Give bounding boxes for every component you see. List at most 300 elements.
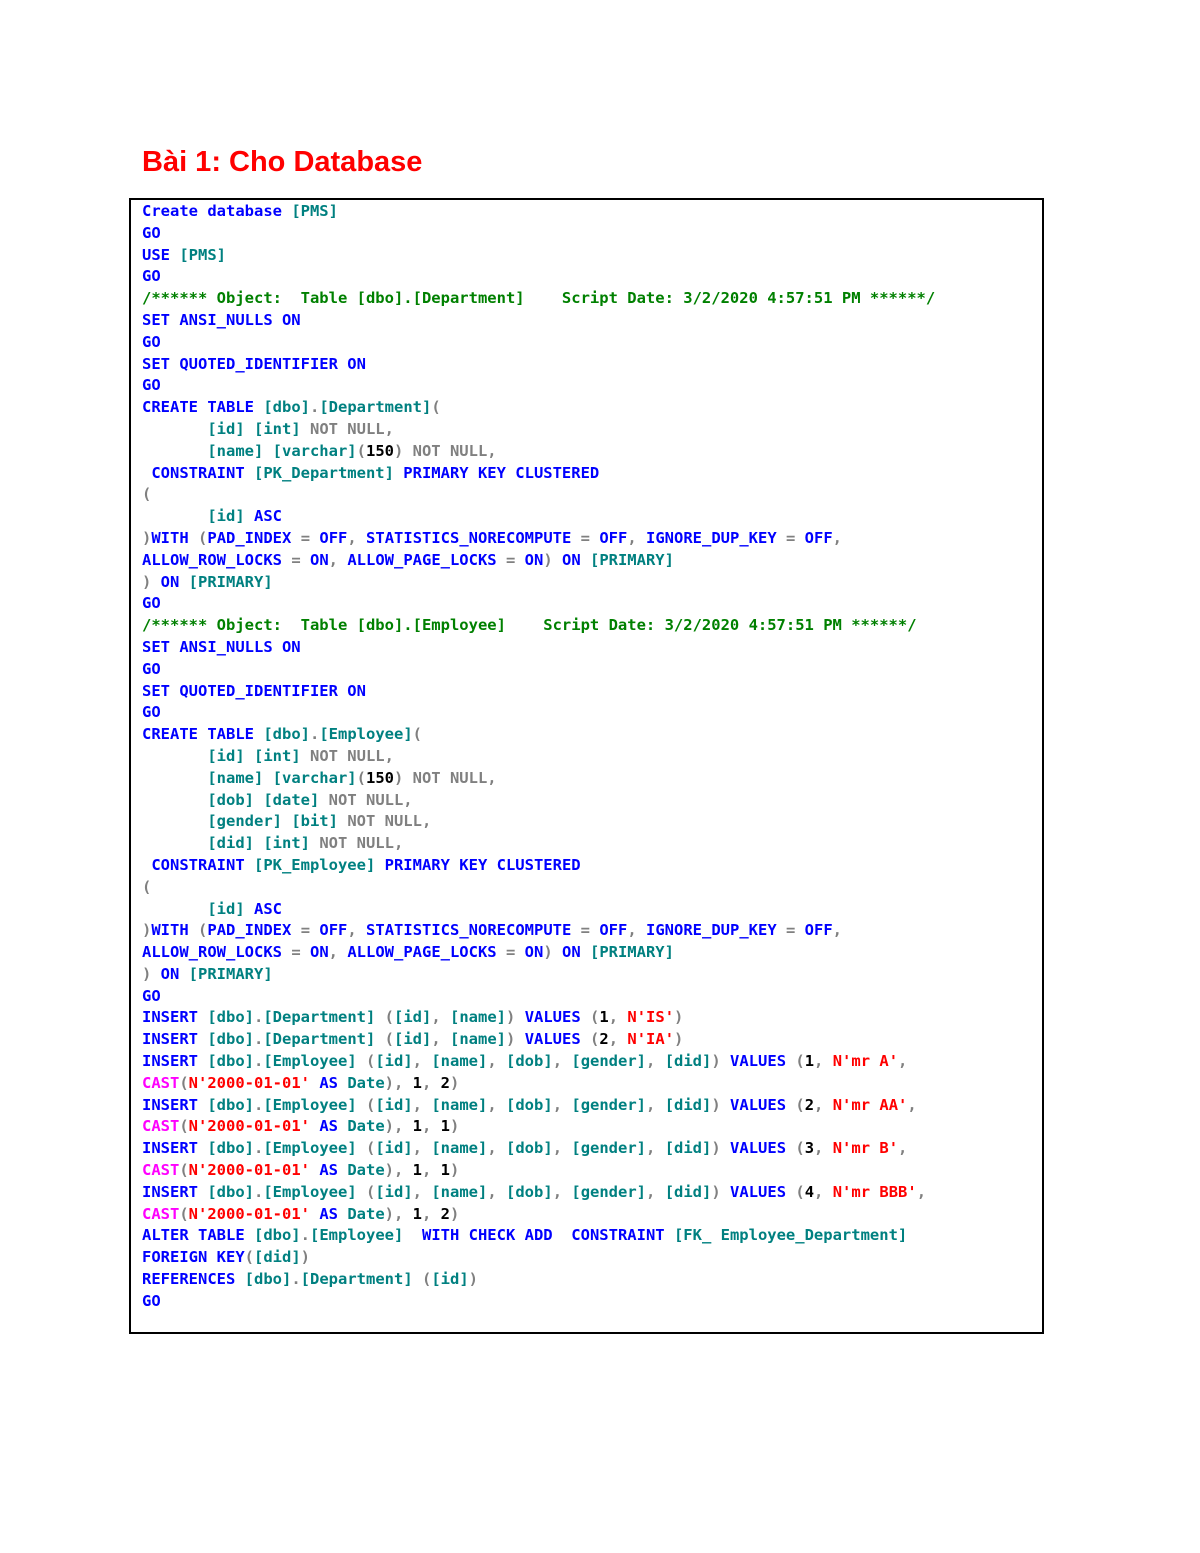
code-line [142,266,1038,288]
code-token: INSERT [142,1008,208,1027]
code-token: 4 [804,1182,815,1201]
code-token: ( [356,441,366,460]
code-token: VALUES [730,1095,796,1114]
code-token: NOT NULL, [309,746,394,765]
code-token: [Department] [263,1008,385,1027]
code-token: INSERT [142,1052,208,1071]
code-token: [gender] [bit] [207,812,348,831]
code-token: ( [244,1248,254,1267]
code-token: [dob] [506,1095,553,1114]
code-line [142,572,1038,594]
code-token: CAST [142,1161,180,1180]
code-token: IGNORE_DUP_KEY [646,921,786,940]
code-token: STATISTICS_NORECOMPUTE [366,921,581,940]
code-line [142,920,1038,942]
code-token: [dob] [date] [207,790,329,809]
code-token: ON [524,550,544,569]
code-token: GO [142,267,161,286]
code-token: . [254,1052,264,1071]
code-token: ) [450,1073,460,1092]
code-token: REFERENCES [142,1270,245,1289]
code-token: , [422,1161,441,1180]
code-token: ) [711,1139,731,1158]
code-token: ( [590,1030,600,1049]
code-token: [PK_Department] [253,463,404,482]
code-token: . [254,1008,264,1027]
code-token: OFF [319,921,348,940]
code-line [142,1138,1038,1160]
code-token: [id] [375,1052,413,1071]
code-token: , [487,1052,507,1071]
code-token: N'mr B' [832,1139,899,1158]
code-token: = [786,921,805,940]
code-token: [dbo] [207,1030,254,1049]
code-token: [dbo] [207,1052,254,1071]
code-token: OFF [599,528,628,547]
code-token: [id] [431,1270,469,1289]
code-token: , [412,1182,432,1201]
code-token: ) [300,1248,311,1267]
code-token: ( [590,1008,600,1027]
code-line [142,942,1038,964]
code-token: 2 [440,1073,451,1092]
code-token: NOT NULL, [319,834,404,853]
code-token: = [300,921,320,940]
code-token: ) [674,1008,684,1027]
code-token: , [487,1182,507,1201]
code-token: 1 [804,1052,815,1071]
code-token: [gender] [571,1182,647,1201]
code-token: [did] [254,1248,301,1267]
code-token: AS [319,1073,348,1092]
code-token: ) NOT NULL, [393,768,497,787]
code-token: [id] [207,899,254,918]
code-token: = [580,921,600,940]
code-token: ) [674,1030,684,1049]
code-token: [name] [431,1139,488,1158]
code-token: N'IA' [627,1030,675,1049]
code-line [142,768,1038,790]
code-token: [name] [450,1030,507,1049]
code-token: , [646,1095,665,1114]
code-token: ) [142,921,152,940]
code-token: N'2000-01-01' [188,1117,320,1136]
code-token: ) [711,1052,731,1071]
code-token: ( [142,877,152,896]
code-token: OFF [804,921,833,940]
code-line [142,1269,1038,1291]
code-token: 1 [412,1161,422,1180]
code-token: , [646,1052,665,1071]
code-token: = [300,528,320,547]
code-token: CONSTRAINT [142,855,254,874]
code-token: [PRIMARY] [589,943,674,962]
code-token: AS [319,1117,348,1136]
code-token: [id] [375,1139,413,1158]
code-token: N'IS' [627,1008,675,1027]
code-token: , [814,1095,833,1114]
code-token: [Department] [319,398,432,417]
code-token: 1 [412,1073,422,1092]
code-token: GO [142,223,161,242]
code-line [142,1051,1038,1073]
code-token: ), [384,1073,413,1092]
code-token: ALLOW_ROW_LOCKS [142,550,292,569]
code-line [142,550,1038,572]
code-line [142,964,1038,986]
code-token: , [552,1139,572,1158]
code-token: ( [366,1182,376,1201]
code-token: N'2000-01-01' [188,1073,320,1092]
code-line [142,354,1038,376]
code-token: CAST [142,1117,180,1136]
code-token: ) [142,964,161,983]
code-token: = [786,528,805,547]
code-token: 1 [599,1008,609,1027]
code-token: ( [179,1117,189,1136]
code-token: [name] [450,1008,507,1027]
code-token: WITH CHECK ADD CONSTRAINT [421,1226,674,1245]
code-token: Date [347,1073,385,1092]
code-token: NOT NULL, [328,790,413,809]
code-token: , [608,1030,628,1049]
code-line [142,245,1038,267]
code-token: ) [543,550,562,569]
code-token: 3 [804,1139,815,1158]
code-token: VALUES [524,1030,591,1049]
code-token [142,507,207,525]
code-token: = [291,943,310,962]
code-token: PRIMARY KEY CLUSTERED [384,855,581,874]
code-line [142,441,1038,463]
code-token: 2 [440,1204,451,1223]
code-line [142,463,1038,485]
code-token: , [898,1052,908,1071]
code-token: [PK_Employee] [253,855,385,874]
code-token: ALTER TABLE [142,1226,254,1245]
code-token: INSERT [142,1095,208,1114]
code-token: [dbo] [263,725,310,744]
code-token: [did] [664,1052,712,1071]
code-token: [Employee] [263,1182,366,1201]
code-token: [did] [664,1182,712,1201]
code-token: N'2000-01-01' [188,1161,320,1180]
code-token: , [608,1008,628,1027]
code-token: [id] [375,1095,413,1114]
code-token: ), [384,1161,413,1180]
code-token: SET QUOTED_IDENTIFIER ON [142,354,366,373]
code-token: CAST [142,1073,180,1092]
code-line [142,1225,1038,1247]
code-token: ( [795,1139,805,1158]
code-token: ) [450,1117,460,1136]
code-token: ) [142,528,152,547]
code-line [142,223,1038,245]
code-token: [dbo] [207,1139,254,1158]
code-token: [did] [int] [207,834,320,853]
sql-code-block [142,201,1038,1313]
code-token: PAD_INDEX [207,921,301,940]
code-token: GO [142,332,161,351]
code-line [142,877,1038,899]
code-token: [did] [664,1139,712,1158]
code-token: [id] [394,1008,432,1027]
code-token: GO [142,986,161,1005]
code-token: [PRIMARY] [188,964,273,983]
code-token: [id] [375,1182,413,1201]
code-token: , [552,1095,572,1114]
code-token: [gender] [571,1095,647,1114]
code-token: GO [142,1291,161,1310]
code-token: VALUES [524,1008,591,1027]
code-token: . [310,398,320,417]
code-token: ( [422,1270,432,1289]
code-token: [PRIMARY] [589,550,674,569]
code-token: 2 [804,1095,815,1114]
code-token: ) [450,1204,460,1223]
code-token [142,420,207,438]
code-token: = [505,550,525,569]
code-token: GO [142,376,161,395]
code-token: SET ANSI_NULLS ON [142,637,301,656]
code-token: [did] [664,1095,712,1114]
code-token: [FK_ Employee_Department] [673,1226,908,1245]
code-token: [name] [431,1052,488,1071]
code-token: ( [179,1073,189,1092]
code-token [142,791,207,809]
code-token: ALLOW_PAGE_LOCKS [347,550,506,569]
code-token: [Department] [263,1030,385,1049]
code-token: = [580,528,600,547]
code-token: [gender] [571,1052,647,1071]
code-token [142,812,207,830]
code-token: , [328,550,348,569]
code-line [142,833,1038,855]
code-token: . [254,1182,264,1201]
code-token: WITH [151,921,199,940]
code-token: 150 [365,441,394,460]
code-token: , [814,1182,833,1201]
code-token: INSERT [142,1182,208,1201]
code-token: ( [198,528,208,547]
code-token [142,900,207,918]
code-line [142,659,1038,681]
code-token: ( [384,1030,395,1049]
code-token: INSERT [142,1139,208,1158]
code-token: AS [319,1161,348,1180]
code-token: , [431,1030,451,1049]
code-token: ( [142,485,152,504]
code-token [142,747,207,765]
code-token: [PMS] [291,202,338,220]
code-token: 1 [440,1161,451,1180]
code-line [142,899,1038,921]
code-token: [Department] [300,1270,422,1289]
code-token: = [291,550,310,569]
code-token: . [254,1095,264,1114]
code-line [142,1073,1038,1095]
code-token: , [646,1139,665,1158]
code-token: CREATE TABLE [142,725,264,744]
code-token: ( [431,398,441,417]
code-token: ( [179,1161,189,1180]
code-token: ( [384,1008,395,1027]
code-token: ) [711,1095,731,1114]
code-token: ( [179,1204,189,1223]
code-token: ) [506,1008,525,1027]
code-token: ) NOT NULL, [393,441,497,460]
code-token: [id] [int] [207,419,310,438]
code-line [142,201,1038,223]
code-token: Date [347,1117,385,1136]
code-token: , [832,921,843,940]
code-line [142,593,1038,615]
code-line [142,484,1038,506]
code-token: [name] [431,1182,488,1201]
code-token: 150 [365,768,394,787]
code-line [142,1007,1038,1029]
code-token: . [254,1030,264,1049]
code-token: ( [795,1182,805,1201]
code-token: , [422,1204,441,1223]
page-title: Bài 1: Cho Database [142,146,423,178]
code-token: 2 [599,1030,609,1049]
code-token: , [487,1095,507,1114]
code-token: [id] [int] [207,746,310,765]
code-token: Create database [142,202,292,220]
code-token: [Employee] [310,1226,422,1245]
code-line [142,419,1038,441]
code-token: ( [198,921,208,940]
code-token: ), [384,1117,413,1136]
code-token [142,834,207,852]
code-token: ON [561,943,590,962]
code-token: 1 [412,1117,422,1136]
code-token: , [627,921,647,940]
code-token: SET ANSI_NULLS ON [142,310,301,329]
code-token: [name] [varchar] [207,441,357,460]
code-token: PRIMARY KEY CLUSTERED [403,463,600,482]
code-token: , [412,1139,432,1158]
code-line [142,790,1038,812]
code-token: , [898,1139,908,1158]
code-token: , [832,528,843,547]
code-token: ) [142,572,161,591]
code-line [142,332,1038,354]
code-token: VALUES [730,1182,796,1201]
code-token: ) [711,1182,731,1201]
code-token: , [552,1052,572,1071]
code-token: [dbo] [244,1270,292,1289]
code-token [142,442,207,460]
code-token: N'2000-01-01' [188,1204,320,1223]
code-token: AS [319,1204,348,1223]
code-token: INSERT [142,1030,208,1049]
code-token: USE [142,245,180,264]
code-line [142,615,1038,637]
code-line [142,702,1038,724]
code-token: NOT NULL, [347,812,432,831]
code-token: 1 [440,1117,451,1136]
code-line [142,681,1038,703]
code-token [142,769,207,787]
code-token: , [814,1052,833,1071]
code-token: CREATE TABLE [142,398,264,417]
code-line [142,310,1038,332]
code-token: ( [366,1095,376,1114]
code-token: ON [160,964,189,983]
code-line [142,528,1038,550]
code-token: VALUES [730,1139,796,1158]
code-token: [dbo] [207,1008,254,1027]
code-token: 1 [412,1204,422,1223]
code-line [142,724,1038,746]
code-token: [PMS] [179,245,226,264]
code-line [142,1029,1038,1051]
code-line [142,375,1038,397]
code-line [142,811,1038,833]
code-token: ), [384,1204,413,1223]
code-token: ON [160,572,189,591]
code-token: PAD_INDEX [207,528,301,547]
code-token: [dbo] [207,1182,254,1201]
code-line [142,1116,1038,1138]
code-token: ) [450,1161,460,1180]
code-token: ALLOW_PAGE_LOCKS [347,943,506,962]
code-token: ( [366,1139,376,1158]
code-token: ( [412,725,423,744]
code-token: Date [347,1161,385,1180]
code-token: GO [142,703,161,722]
code-token: [name] [varchar] [207,768,357,787]
code-token: [id] [207,507,254,526]
code-token: [dbo] [253,1226,301,1245]
code-token: . [254,1139,264,1158]
code-token: , [627,528,647,547]
code-token: Date [347,1204,385,1223]
code-token: [gender] [571,1139,647,1158]
code-token: [dbo] [263,398,310,417]
code-token: N'mr AA' [832,1095,908,1114]
code-line [142,1095,1038,1117]
code-token: ON [561,550,590,569]
code-token: IGNORE_DUP_KEY [646,528,786,547]
code-token: ) [543,943,562,962]
code-line [142,397,1038,419]
code-token: ( [795,1052,805,1071]
code-token: [name] [431,1095,488,1114]
code-line [142,855,1038,877]
code-token: [Employee] [319,725,413,744]
code-token: , [916,1182,927,1201]
code-token: , [422,1073,441,1092]
code-token: , [347,921,367,940]
code-token: , [347,528,367,547]
code-line [142,288,1038,310]
code-line [142,1291,1038,1313]
code-token: , [646,1182,665,1201]
code-token: , [412,1052,432,1071]
code-token: , [328,943,348,962]
code-token: OFF [804,528,833,547]
code-token: CAST [142,1204,180,1223]
code-token: . [300,1226,310,1245]
code-line [142,1182,1038,1204]
code-token: [Employee] [263,1095,366,1114]
code-box [129,198,1044,1334]
code-token: /****** Object: Table [dbo].[Department] Script Date: 3/2/2020 4:57:51 PM ******/ [142,289,936,308]
code-token: GO [142,659,161,678]
